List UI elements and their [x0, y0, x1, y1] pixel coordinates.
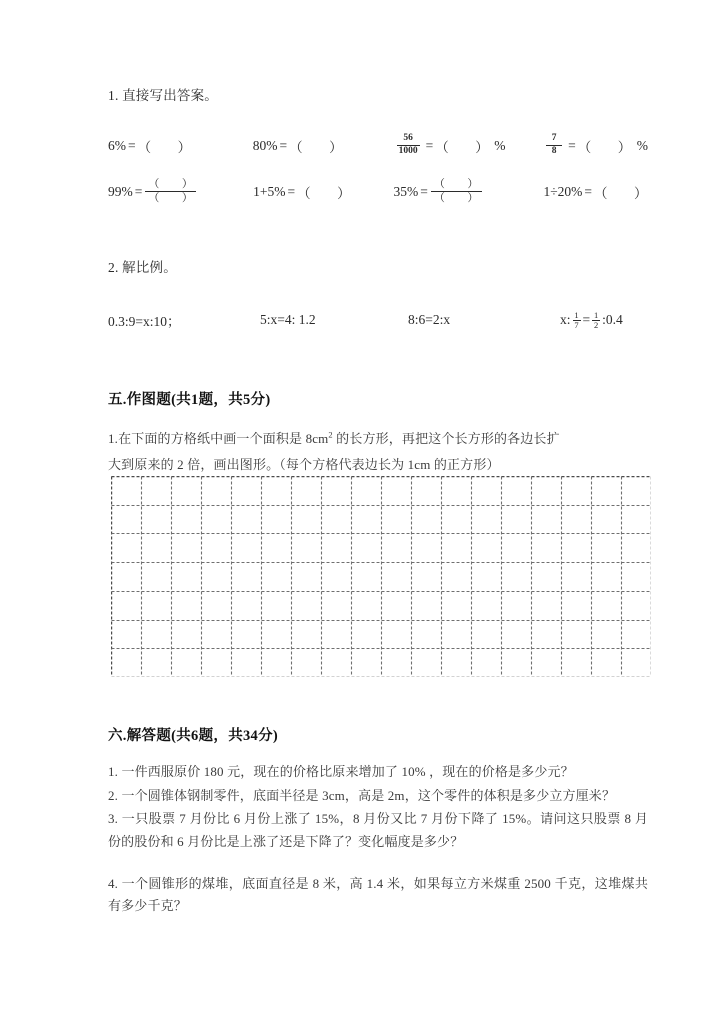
- grid-paper-svg: [111, 476, 651, 677]
- paren-close: ）: [177, 139, 192, 155]
- paren-close: ）: [329, 139, 344, 155]
- exercise-56-over-1000: [393, 134, 543, 157]
- fraction-1-7: [573, 311, 581, 330]
- answer-blank: [289, 136, 343, 156]
- exercise-lhs: 1÷20%: [543, 183, 583, 199]
- answer-blank: [594, 182, 648, 202]
- answer-blank: [138, 136, 192, 156]
- equals-sign: =: [279, 137, 288, 153]
- paren-close: ）: [337, 185, 352, 201]
- superscript-two: 2: [328, 430, 333, 441]
- section-heading-answers: 六.解答题(共6题，共34分): [108, 728, 279, 745]
- exercise-7-over-8: [542, 134, 648, 157]
- paren-open: （: [148, 178, 160, 191]
- answer-problem-3: 3. 一只股票 7 月份比 6 月份上涨了 15%，8 月份又比 7 月份下降了 15%。请问这只股票 8 月份的股份和 6 月份比是上涨了还是下降了？变化幅度是多少？: [108, 811, 648, 849]
- proportion-heading: 2. 解比例。: [108, 260, 177, 276]
- exercise-99-percent: [108, 179, 253, 204]
- fraction-numerator: 56: [403, 133, 413, 144]
- paren-close: ）: [181, 178, 194, 191]
- fraction-56-1000: [397, 134, 420, 157]
- answer-problem-1: 1. 一件西服原价 180 元，现在的价格比原来增加了 10% ，现在的价格是多少元？: [108, 764, 574, 780]
- fraction-denominator: 7: [574, 320, 579, 331]
- fraction-numerator: 7: [551, 133, 557, 144]
- fraction-1-2: [592, 311, 600, 330]
- answer-problem-list: [108, 761, 648, 917]
- equals-sign: =: [128, 137, 136, 153]
- fraction-numerator: 1: [594, 309, 599, 320]
- proportion-item-3: 8:6=2:x: [408, 312, 451, 328]
- paren-close: ）: [181, 192, 194, 205]
- paren-open: （: [433, 192, 446, 205]
- percent-suffix: %: [636, 137, 648, 153]
- paren-close: ）: [634, 185, 648, 201]
- exercise-1-plus-5-percent: [253, 182, 393, 202]
- percent-suffix: %: [494, 137, 506, 153]
- answer-problem-2: 2. 一个圆锥体钢制零件，底面半径是 3cm，高是 2m，这个零件的体积是多少立方厘米？: [108, 787, 616, 803]
- answer-blank: [435, 136, 489, 156]
- grid-paper: [111, 476, 651, 677]
- fraction-numerator: 1: [574, 309, 579, 320]
- question-line1-a: 在下面的方格纸中画一个面积是 8cm: [118, 431, 329, 447]
- exercise-lhs: 1+5%: [253, 183, 286, 199]
- paren-open: （: [594, 185, 608, 201]
- arithmetic-heading: 1. 直接写出答案。: [108, 88, 218, 103]
- paren-open: （: [433, 178, 446, 191]
- equals-sign: =: [582, 312, 591, 328]
- arithmetic-row-1: [108, 134, 648, 157]
- fraction-denominator: 8: [551, 146, 557, 157]
- proportion-item-1: 0.3:9=x:10；: [108, 314, 181, 330]
- question-number: 1.: [108, 431, 119, 447]
- fraction-numerator-blank: [431, 179, 482, 190]
- paren-open: （: [435, 139, 450, 155]
- ratio-tail: :0.4: [602, 312, 623, 328]
- ratio-x-colon: x:: [560, 312, 571, 328]
- proportion-row: [108, 310, 648, 330]
- fraction-7-8: [546, 134, 562, 157]
- answer-problem-4: 4. 一个圆锥形的煤堆，底面直径是 8 米，高 1.4 米，如果每立方米煤重 2500 千克，这堆煤共有多少千克？: [108, 875, 648, 914]
- answer-fraction-blank: [431, 179, 482, 204]
- exercise-lhs: 80%: [252, 137, 278, 153]
- paren-open: （: [577, 139, 592, 155]
- section-heading-drawing: 五.作图题(共1题，共5分): [108, 392, 271, 409]
- fraction-denominator: 2: [594, 320, 599, 331]
- exercise-1-div-20-percent: [543, 182, 648, 202]
- fraction-denominator-blank: [431, 193, 482, 204]
- fraction-denominator: 1000: [398, 146, 418, 157]
- exercise-lhs: 99%: [108, 183, 133, 199]
- equals-sign: =: [584, 183, 592, 199]
- exercise-6-percent: [108, 136, 253, 156]
- paren-close: ）: [467, 178, 479, 191]
- answer-blank: [297, 182, 351, 202]
- paren-close: ）: [617, 139, 632, 155]
- equals-sign: =: [425, 137, 434, 153]
- drawing-question: [108, 426, 648, 478]
- equals-sign: =: [287, 183, 296, 199]
- fraction-denominator-blank: [145, 193, 196, 204]
- proportion-item-2: 5:x=4: 1.2: [260, 312, 316, 328]
- exercise-lhs: 6%: [108, 137, 126, 153]
- paren-open: （: [297, 185, 312, 201]
- answer-fraction-blank: [145, 179, 196, 204]
- paren-open: （: [137, 139, 152, 155]
- paren-open: （: [148, 192, 160, 205]
- question-line2: 大到原来的 2 倍，画出图形。（每个方格代表边长为 1cm 的正方形）: [108, 457, 500, 473]
- paren-close: ）: [475, 139, 490, 155]
- equals-sign: =: [420, 183, 428, 199]
- answer-blank: [578, 136, 632, 156]
- equals-sign: =: [568, 137, 576, 153]
- fraction-numerator-blank: [145, 179, 196, 190]
- exercise-80-percent: [253, 136, 393, 156]
- question-line1-b: 的长方形，再把这个长方形的各边长扩: [332, 431, 560, 447]
- exercise-35-percent: [393, 179, 543, 204]
- arithmetic-row-2: [108, 179, 648, 204]
- paren-open: （: [289, 139, 304, 155]
- equals-sign: =: [134, 183, 143, 199]
- proportion-item-4: [560, 311, 623, 330]
- exercise-lhs: 35%: [393, 183, 419, 199]
- paren-close: ）: [467, 192, 479, 205]
